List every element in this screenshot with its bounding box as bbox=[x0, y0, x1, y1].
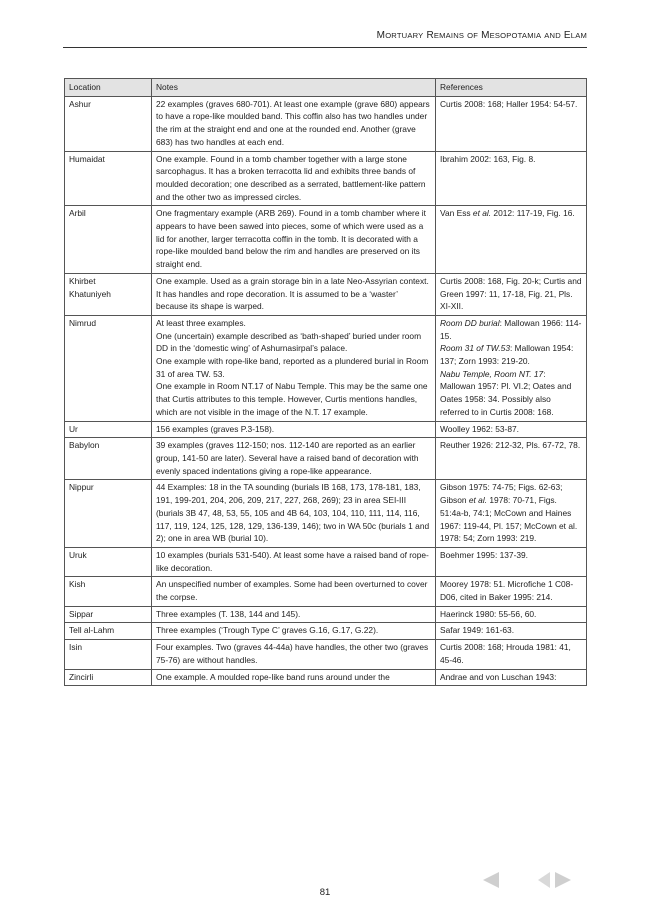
references-text: Room DD burial: Mallowan 1966: 114-15. bbox=[440, 317, 582, 341]
cell-references bbox=[436, 669, 587, 686]
references-text: Boehmer 1995: 137-39. bbox=[440, 549, 528, 560]
cell-references bbox=[436, 547, 587, 576]
notes-text: 10 examples (burials 531-540). At least some have a raised band of rope-like decoration. bbox=[156, 549, 429, 573]
cell-references bbox=[436, 577, 587, 606]
notes-text: An unspecified number of examples. Some had been overturned to cover the corpse. bbox=[156, 579, 428, 603]
notes-text: One (uncertain) example described as ‘bath-shaped’ buried under room DD in the ‘domestic wing’ of Ashurnasirpal’s palace. bbox=[156, 330, 422, 354]
location-text: Uruk bbox=[69, 549, 87, 560]
page-number: 81 bbox=[319, 887, 331, 898]
cell-references bbox=[436, 480, 587, 548]
cell-notes bbox=[152, 480, 436, 548]
cell-notes bbox=[152, 315, 436, 421]
cell-notes bbox=[152, 151, 436, 206]
references-text: Gibson 1975: 74-75; Figs. 62-63; Gibson et al. 1978: 70-71, Figs. 51:4a-b, 74:1; McCown and Haines 1967: 119-44, Pl. 157; McCown et al. 1978: 54; Zorn 1993: 219. bbox=[440, 482, 578, 544]
cell-notes bbox=[152, 547, 436, 576]
location-text: Khatuniyeh bbox=[69, 288, 111, 299]
table-row bbox=[65, 438, 587, 480]
cell-notes bbox=[152, 206, 436, 274]
location-text: Isin bbox=[69, 642, 83, 653]
table-row bbox=[65, 206, 587, 274]
cell-references bbox=[436, 623, 587, 640]
references-text: Moorey 1978: 51. Microfiche 1 C08-D06, cited in Baker 1995: 214. bbox=[440, 579, 574, 603]
cell-references bbox=[436, 151, 587, 206]
notes-text: One example. Used as a grain storage bin in a late Neo-Assyrian context. It has handles and rope decoration. It is assumed to be a ‘waster’ because its shape is warped. bbox=[156, 275, 429, 312]
cell-location bbox=[65, 421, 152, 438]
location-text: Zincirli bbox=[69, 671, 94, 682]
cell-notes bbox=[152, 669, 436, 686]
table-row bbox=[65, 151, 587, 206]
cell-notes bbox=[152, 96, 436, 151]
notes-text: One fragmentary example (ARB 269). Found in a tomb chamber where it appears to have been sawed into pieces, some of which were used as a lid for another, larger terracotta coffin in the tomb. It is decorated with a rope-like moulded band below the rim and handles are preserved on its straight end. bbox=[156, 208, 426, 270]
cell-notes bbox=[152, 273, 436, 315]
cell-references bbox=[436, 438, 587, 480]
cell-notes bbox=[152, 640, 436, 669]
cell-location bbox=[65, 96, 152, 151]
notes-text: One example. Found in a tomb chamber together with a large stone sarcophagus. It has a broken terracotta lid and exhibits three bands of moulded decoration; one described as a serrated, battlement-like pattern and the other two as impressed circles. bbox=[156, 153, 426, 202]
location-text: Nippur bbox=[69, 482, 94, 493]
page-nav-divider-icon bbox=[537, 871, 551, 889]
location-text: Nimrud bbox=[69, 317, 96, 328]
cell-notes bbox=[152, 421, 436, 438]
notes-text: 44 Examples: 18 in the TA sounding (burials IB 168, 173, 178-181, 183, 191, 199-201, 204, 206, 209, 217, 227, 268, 269); 23 in area SEI-III (burials 3B 47, 48, 53, 55, 105 and 4B 64, 103, 104, 110, 111, 114, 116, 117, 119, 124, 125, 128, 129, 136-139, 146); two in WA 50c (burials 1 and 2); one in area WB (burial 10). bbox=[156, 482, 430, 544]
table-row bbox=[65, 315, 587, 421]
cell-references bbox=[436, 640, 587, 669]
cell-references bbox=[436, 273, 587, 315]
location-text: Ashur bbox=[69, 98, 91, 109]
references-text: Nabu Temple, Room NT. 17: Mallowan 1957: Pl. VI.2; Oates and Oates 1958: 34. Possibly also referred to in Curtis 2008: 168. bbox=[440, 368, 572, 417]
references-text: Andrae and von Luschan 1943: bbox=[440, 671, 557, 682]
location-text: Arbil bbox=[69, 208, 86, 219]
cell-location bbox=[65, 438, 152, 480]
references-text: Haerinck 1980: 55-56, 60. bbox=[440, 608, 537, 619]
cell-references bbox=[436, 421, 587, 438]
location-text: Ur bbox=[69, 423, 78, 434]
cell-references bbox=[436, 96, 587, 151]
location-text: Humaidat bbox=[69, 153, 105, 164]
cell-location bbox=[65, 577, 152, 606]
notes-text: One example with rope-like band, reported as a plundered burial in Room 31 of area TW. 53. bbox=[156, 356, 429, 379]
notes-text: Three examples (‘Trough Type C’ graves G.16, G.17, G.22). bbox=[156, 625, 379, 636]
cell-notes bbox=[152, 438, 436, 480]
table-row bbox=[65, 273, 587, 315]
cell-location bbox=[65, 273, 152, 315]
coffin-sites-table bbox=[64, 78, 587, 686]
notes-text: 22 examples (graves 680-701). At least one example (grave 680) appears to have a rope-like moulded band. This coffin also has two handles under the rim at the straight end and one at the rounded end. Another (grave 683) has two handles at each end. bbox=[156, 98, 430, 147]
location-text: Sippar bbox=[69, 608, 94, 619]
notes-text: Three examples (T. 138, 144 and 145). bbox=[156, 608, 301, 619]
cell-location bbox=[65, 669, 152, 686]
notes-text: Four examples. Two (graves 44-44a) have handles, the other two (graves 75-76) are without handles. bbox=[156, 642, 429, 665]
references-text: Van Ess et al. 2012: 117-19, Fig. 16. bbox=[440, 208, 575, 219]
table-row bbox=[65, 547, 587, 576]
references-text: Curtis 2008: 168; Haller 1954: 54-57. bbox=[440, 98, 578, 109]
cell-location bbox=[65, 151, 152, 206]
cell-notes bbox=[152, 606, 436, 623]
table-row bbox=[65, 640, 587, 669]
cell-references bbox=[436, 606, 587, 623]
references-text: Reuther 1926: 212-32, Pls. 67-72, 78. bbox=[440, 440, 581, 451]
cell-location bbox=[65, 315, 152, 421]
cell-notes bbox=[152, 577, 436, 606]
running-title-text: MORTUARY REMAINS OF MESOPOTAMIA AND ELAM bbox=[376, 30, 587, 41]
cell-references bbox=[436, 206, 587, 274]
table-row bbox=[65, 421, 587, 438]
column-header-notes: Notes bbox=[152, 79, 436, 97]
header-rule bbox=[63, 47, 587, 48]
notes-text: One example in Room NT.17 of Nabu Temple. This may be the same one that Curtis attributes to this temple. However, Curtis mentions handles, which are not visible in the image of the N.T. 17 example. bbox=[156, 381, 428, 417]
cell-notes bbox=[152, 623, 436, 640]
references-text: Room 31 of TW.53: Mallowan 1954: 137; Zorn 1993: 219-20. bbox=[440, 343, 574, 367]
cell-location bbox=[65, 606, 152, 623]
column-header-references: References bbox=[436, 79, 587, 97]
cell-location bbox=[65, 206, 152, 274]
cell-location bbox=[65, 640, 152, 669]
references-text: Curtis 2008: 168; Hrouda 1981: 41, 45-46. bbox=[440, 642, 571, 665]
table-row bbox=[65, 669, 587, 686]
location-text: Babylon bbox=[69, 440, 100, 451]
location-text: Tell al-Lahm bbox=[69, 625, 115, 636]
table-row bbox=[65, 96, 587, 151]
next-page-icon[interactable] bbox=[553, 871, 573, 889]
notes-text: 39 examples (graves 112-150; nos. 112-140 are reported as an earlier group, 141-50 are later). Several have a raised band of decoration with evenly spaced indentations giving a rope-like appearance. bbox=[156, 440, 419, 476]
table-header-row bbox=[65, 79, 587, 97]
location-text: Khirbet bbox=[69, 275, 96, 286]
references-text: Curtis 2008: 168, Fig. 20-k; Curtis and Green 1997: 11, 17-18, Fig. 21, Pls. XI-XII. bbox=[440, 275, 582, 312]
notes-text: At least three examples. bbox=[156, 317, 246, 328]
location-text: Kish bbox=[69, 579, 86, 590]
column-header-location: Location bbox=[65, 79, 152, 97]
notes-text: 156 examples (graves P.3-158). bbox=[156, 423, 275, 434]
table-row bbox=[65, 480, 587, 548]
table-row bbox=[65, 606, 587, 623]
cell-location bbox=[65, 623, 152, 640]
cell-location bbox=[65, 547, 152, 576]
references-text: Safar 1949: 161-63. bbox=[440, 625, 515, 636]
cell-references bbox=[436, 315, 587, 421]
table-row bbox=[65, 577, 587, 606]
previous-page-icon[interactable] bbox=[481, 871, 501, 889]
cell-location bbox=[65, 480, 152, 548]
notes-text: One example. A moulded rope-like band runs around under the bbox=[156, 671, 390, 682]
references-text: Woolley 1962: 53-87. bbox=[440, 423, 519, 434]
running-title bbox=[377, 30, 587, 41]
references-text: Ibrahim 2002: 163, Fig. 8. bbox=[440, 153, 536, 164]
table-row bbox=[65, 623, 587, 640]
